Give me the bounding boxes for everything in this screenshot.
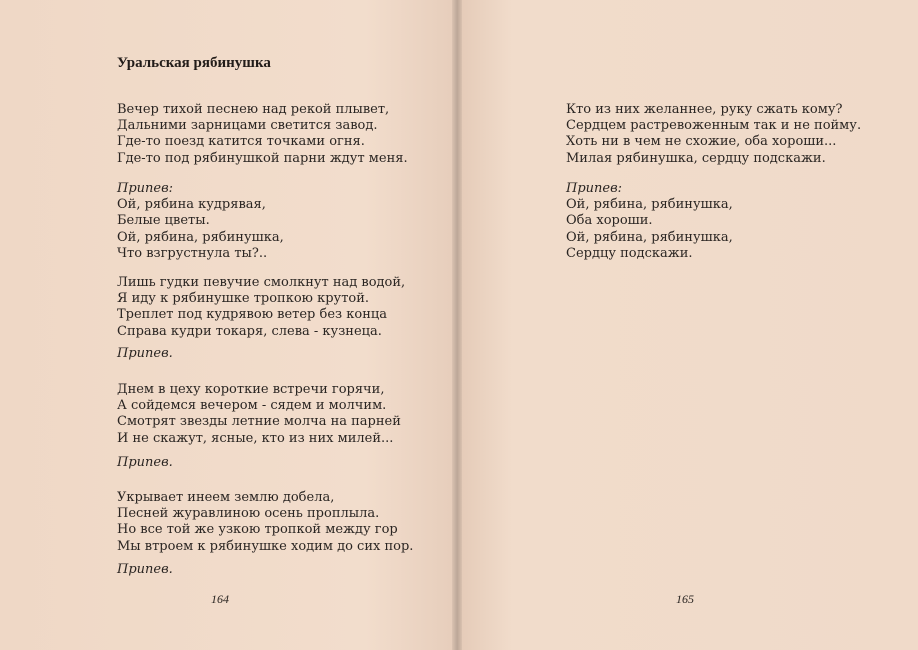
refrain-label: Припев. [117,455,173,470]
verse-line: Кто из них желаннее, руку сжать кому? [566,102,843,117]
refrain-label: Припев. [117,346,173,361]
chorus-line: Белые цветы. [117,213,210,229]
chorus-label: Припев: [117,181,174,196]
page-number-left: 164 [211,592,229,606]
refrain-marker-3 [117,562,173,578]
verse-2 [117,275,405,340]
verse-line: Где-то под рябинушкой парни ждут меня. [117,150,408,166]
verse-line: А сойдемся вечером - сядем и молчим. [117,398,387,414]
chorus-line: Сердцу подскажи. [566,245,693,261]
right-page [457,0,918,650]
verse-line: Мы втроем к рябинушке ходим до сих пор. [117,538,414,554]
verse-5 [566,102,861,167]
chorus-line: Ой, рябина, рябинушка, [566,229,733,245]
refrain-marker-1 [117,346,173,362]
chorus-label: Припев: [566,181,623,196]
refrain-label: Припев. [117,562,173,577]
refrain-marker-2 [117,455,173,471]
verse-line: Песней журавлиною осень проплыла. [117,506,380,522]
verse-4 [117,490,413,555]
verse-line: Я иду к рябинушке тропкою крутой. [117,291,370,307]
chorus-line: Ой, рябина кудрявая, [117,197,266,213]
chorus-line: Ой, рябина, рябинушка, [117,229,284,245]
chorus-line: Что взгрустнула ты?.. [117,245,268,261]
verse-line: Но все той же узкою тропкой между гор [117,522,398,538]
verse-line: Вечер тихой песнею над рекой плывет, [117,102,390,117]
verse-3 [117,382,401,447]
verse-line: Треплет под кудрявою ветер без конца [117,307,387,323]
verse-line: Милая рябинушка, сердцу подскажи. [566,150,826,166]
book-gutter [452,0,462,650]
chorus-right [566,181,733,262]
chorus-line: Ой, рябина, рябинушка, [566,197,733,213]
verse-line: И не скажут, ясные, кто из них милей... [117,430,394,446]
page-number-right: 165 [676,592,694,606]
chorus-line: Оба хороши. [566,213,653,229]
verse-line: Днем в цеху короткие встречи горячи, [117,382,385,397]
verse-line: Хоть ни в чем не схожие, оба хороши... [566,134,837,150]
verse-1 [117,102,408,167]
verse-line: Лишь гудки певучие смолкнут над водой, [117,275,406,290]
chorus-left [117,181,284,262]
song-title: Уральская рябинушка [117,55,271,71]
verse-line: Сердцем растревоженным так и не пойму. [566,118,862,134]
verse-line: Смотрят звезды летние молча на парней [117,414,401,430]
verse-line: Справа кудри токаря, слева - кузнеца. [117,323,382,339]
verse-line: Где-то поезд катится точками огня. [117,134,365,150]
verse-line: Укрывает инеем землю добела, [117,490,335,505]
verse-line: Дальними зарницами светится завод. [117,118,378,134]
